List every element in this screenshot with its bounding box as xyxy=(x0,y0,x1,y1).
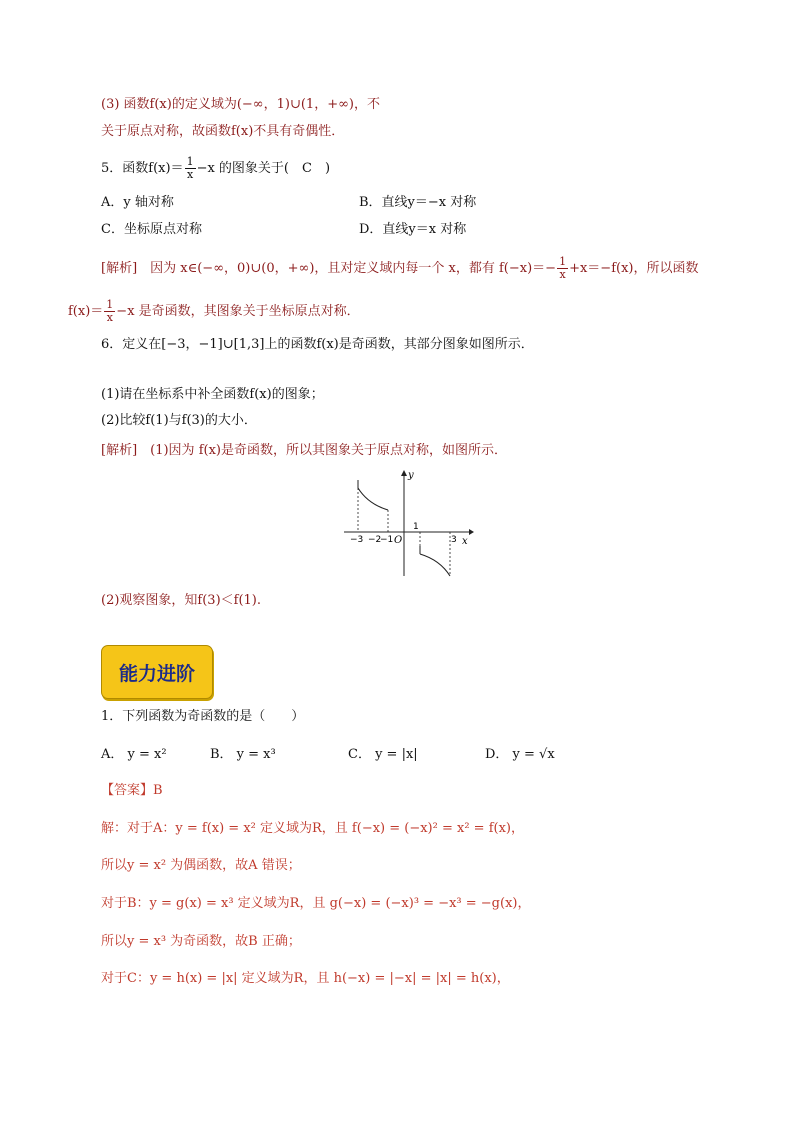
q5-stem xyxy=(101,156,330,181)
q5-analysis1-prefix: [解析] 因为 x∈(−∞，0)∪(0，+∞)，且对定义域内每一个 x，都有 f(−x)＝− xyxy=(101,261,557,276)
q5-option-a: A．y 轴对称 xyxy=(101,195,174,210)
frac-num: 1 xyxy=(186,155,194,168)
q5-option-d: D．直线y＝x 对称 xyxy=(359,222,467,237)
q6-conclusion: (2)观察图象，知f(3)＜f(1). xyxy=(101,593,261,608)
q5-analysis2-fraction xyxy=(104,299,115,324)
q1-option-b: B． y = x³ xyxy=(210,747,276,762)
q1-solution-line1: 解：对于A：y = f(x) = x² 定义域为R，且 f(−x) = (−x)² = x² = f(x)， xyxy=(101,821,524,836)
section-badge xyxy=(101,645,213,699)
q6-sub1: (1)请在坐标系中补全函数f(x)的图象； xyxy=(101,387,324,402)
q1-solution-line2: 所以y = x² 为偶函数，故A 错误； xyxy=(101,858,301,873)
q6-sub2: (2)比较f(1)与f(3)的大小． xyxy=(101,413,257,428)
q5-option-c: C．坐标原点对称 xyxy=(101,222,202,237)
q1-answer: 【答案】B xyxy=(101,783,163,798)
q5-stem-suffix: −x 的图象关于( C ) xyxy=(196,161,331,176)
section-badge-label: 能力进阶 xyxy=(118,662,195,685)
left-branch-curve xyxy=(358,488,388,510)
odd-function-graph xyxy=(344,466,474,578)
origin-label: O xyxy=(394,535,403,546)
q5-analysis-line2 xyxy=(68,299,360,324)
q5-analysis1-suffix: +x＝−f(x)，所以函数 xyxy=(569,261,699,276)
q1-solution-line3: 对于B：y = g(x) = x³ 定义域为R，且 g(−x) = (−x)³ = −x³ = −g(x)， xyxy=(101,896,531,911)
frac-den: x xyxy=(186,168,194,181)
tick-label-1: 1 xyxy=(413,522,419,532)
q5-option-b: B．直线y＝−x 对称 xyxy=(359,195,477,210)
right-branch-curve xyxy=(420,554,450,576)
q6-analysis: [解析] (1)因为 f(x)是奇函数，所以其图象关于原点对称，如图所示． xyxy=(101,443,507,458)
tick-label-neg2: −2 xyxy=(368,535,382,545)
q1-stem: 1．下列函数为奇函数的是（ ） xyxy=(101,709,305,724)
q1-option-a: A． y = x² xyxy=(101,747,167,762)
p3-line2: 关于原点对称，故函数f(x)不具有奇偶性． xyxy=(101,124,345,139)
q5-analysis2-prefix: f(x)＝ xyxy=(68,304,104,319)
q5-stem-prefix: 5．函数f(x)＝ xyxy=(101,161,184,176)
q6-stem: 6．定义在[−3，−1]∪[1,3]上的函数f(x)是奇函数，其部分图象如图所示． xyxy=(101,337,534,352)
tick-label-neg3: −3 xyxy=(350,535,364,545)
q1-option-c: C． y = |x| xyxy=(348,747,418,762)
y-axis-arrow xyxy=(401,470,407,476)
q1-option-d: D． y = √x xyxy=(485,747,555,762)
q1-solution-line4: 所以y = x³ 为奇函数，故B 正确； xyxy=(101,934,301,949)
frac-num: 1 xyxy=(106,298,114,311)
x-axis-arrow xyxy=(469,529,474,535)
q5-stem-fraction xyxy=(185,156,196,181)
frac-den: x xyxy=(559,268,566,281)
y-axis-label: y xyxy=(408,470,414,481)
frac-den: x xyxy=(106,311,113,324)
frac-num: 1 xyxy=(559,255,567,268)
q5-analysis2-suffix: −x 是奇函数，其图象关于坐标原点对称． xyxy=(116,304,360,319)
x-axis-label: x xyxy=(462,536,468,547)
tick-label-3: 3 xyxy=(451,535,457,545)
q5-analysis1-fraction xyxy=(557,256,568,281)
q1-solution-line5: 对于C：y = h(x) = |x| 定义域为R，且 h(−x) = |−x| = |x| = h(x)， xyxy=(101,971,510,986)
tick-label-neg1: −1 xyxy=(380,535,394,545)
p3-line1: (3) 函数f(x)的定义域为(−∞，1)∪(1，+∞)，不 xyxy=(101,97,380,112)
q5-analysis-line1 xyxy=(101,256,698,281)
